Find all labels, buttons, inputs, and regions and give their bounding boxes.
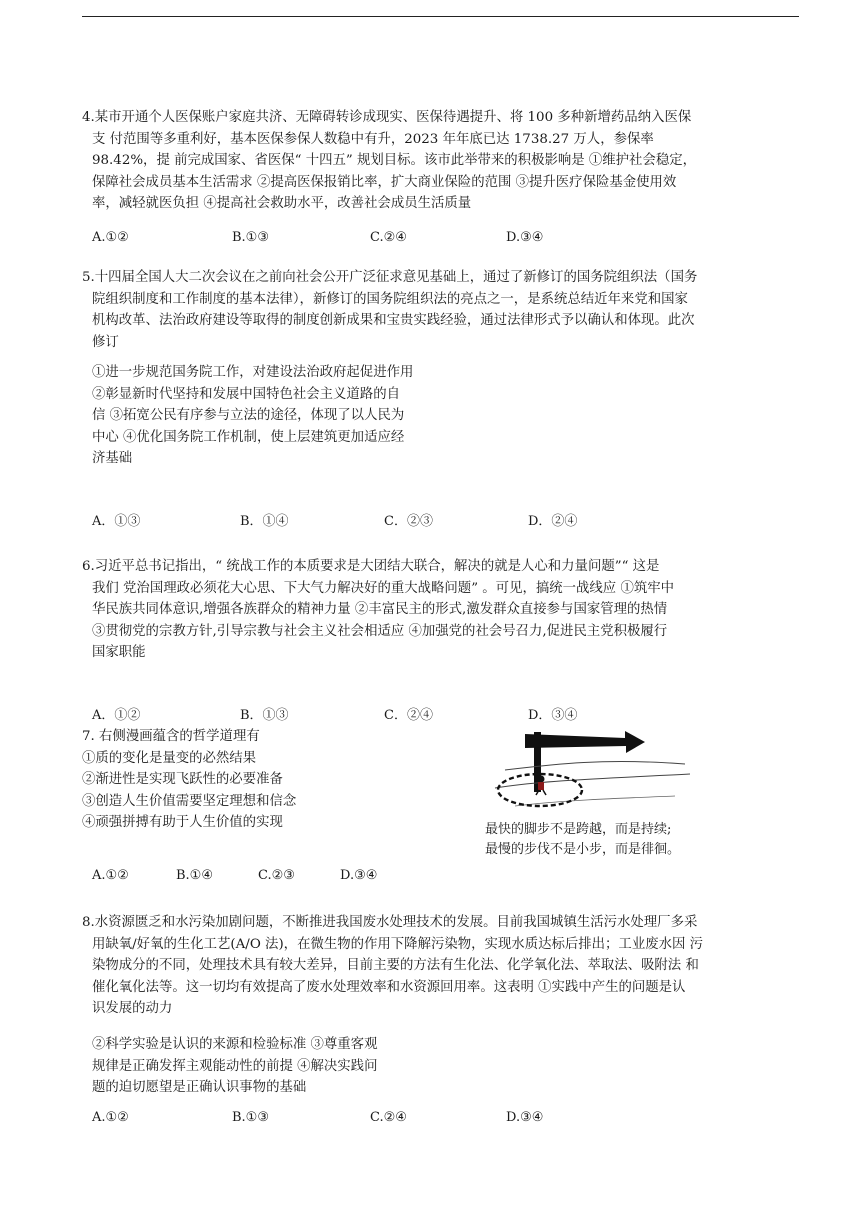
option-b[interactable]: B.①③ xyxy=(232,230,269,245)
question-5-item: ①进一步规范国务院工作，对建设法治政府起促进作用 xyxy=(92,365,414,380)
option-a[interactable]: A．①② xyxy=(92,708,141,723)
question-6-line: 6.习近平总书记指出，“ 统战工作的本质要求是大团结大联合，解决的就是人心和力量问题”“ 这是 xyxy=(82,559,660,574)
question-7-line: 7. 右侧漫画蕴含的哲学道理有 xyxy=(82,729,260,744)
question-7-line: ②渐进性是实现飞跃性的必要准备 xyxy=(82,772,283,787)
question-8-line: 用缺氧/好氧的生化工艺(A/O 法)，在微生物的作用下降解污染物，实现水质达标后排出；工业废水因 污 xyxy=(92,936,704,952)
header-rule xyxy=(82,16,799,17)
question-8-line: 8.水资源匮乏和水污染加剧问题，不断推进我国废水处理技术的发展。目前我国城镇生活污水处理厂多采 xyxy=(82,915,698,930)
question-4-line: 98.42%，提 前完成国家、省医保“ 十四五” 规划目标。该市此举带来的积极影响是 ①维护社会稳定， xyxy=(92,153,697,168)
question-7 xyxy=(82,726,462,834)
question-7-line: ①质的变化是量变的必然结果 xyxy=(82,750,257,766)
question-5-item: 信 ③拓宽公民有序参与立法的途径，体现了以人民为 xyxy=(92,408,405,423)
question-6-line: ③贯彻党的宗教方针,引导宗教与社会主义社会相适应 ④加强党的社会号召力,促进民主党积极履行 xyxy=(92,623,668,639)
question-6 xyxy=(82,556,798,664)
question-6-line: 我们 党治国理政必须花大心思、下大气力解决好的重大战略问题” 。可见，搞统一战线应 ①筑牢中 xyxy=(92,580,675,596)
question-5 xyxy=(82,267,798,353)
option-c[interactable]: C.②④ xyxy=(370,1110,407,1125)
cartoon-illustration xyxy=(485,728,695,818)
question-8 xyxy=(82,912,798,1020)
option-b[interactable]: B.①④ xyxy=(176,868,213,883)
question-4-line: 率，减轻就医负担 ④提高社会救助水平，改善社会成员生活质量 xyxy=(92,196,472,211)
question-5-item: ②彰显新时代坚持和发展中国特色社会主义道路的自 xyxy=(92,386,400,402)
question-6-line: 华民族共同体意识,增强各族群众的精神力量 ②丰富民主的形式,激发群众直接参与国家管理的热情 xyxy=(92,602,668,617)
option-b[interactable]: B.①③ xyxy=(232,1110,269,1125)
option-a[interactable]: A.①② xyxy=(92,230,129,245)
caption-line: 最快的脚步不是跨越，而是持续; xyxy=(485,822,672,837)
question-6-line: 国家职能 xyxy=(92,645,146,660)
question-5-item: 中心 ④优化国务院工作机制，使上层建筑更加适应经 xyxy=(92,429,405,445)
question-8-items xyxy=(82,1034,442,1099)
question-8-line: 规律是正确发挥主观能动性的前提 ④解决实践问 xyxy=(92,1058,378,1074)
option-d[interactable]: D．②④ xyxy=(528,514,578,529)
option-c[interactable]: C.②③ xyxy=(258,868,295,883)
question-7-line: ④顽强拼搏有助于人生价值的实现 xyxy=(82,815,283,830)
question-5-line: 院组织制度和工作制度的基本法律），新修订的国务院组织法的亮点之一，是系统总结近年来党和国家 xyxy=(92,291,688,307)
question-8-line: 识发展的动力 xyxy=(92,1001,173,1016)
option-d[interactable]: D.③④ xyxy=(340,868,378,883)
question-5-line: 5.十四届全国人大二次会议在之前向社会公开广泛征求意见基础上，通过了新修订的国务院组织法（国务 xyxy=(82,270,698,285)
option-b[interactable]: B．①④ xyxy=(240,514,289,529)
option-c[interactable]: C．②④ xyxy=(384,708,433,723)
question-7-line: ③创造人生价值需要坚定理想和信念 xyxy=(82,793,297,809)
option-a[interactable]: A．①③ xyxy=(92,514,141,529)
option-a[interactable]: A.①② xyxy=(92,868,129,883)
cartoon-caption xyxy=(485,820,680,860)
option-c[interactable]: C.②④ xyxy=(370,230,407,245)
question-4-line: 保障社会成员基本生活需求 ②提高医保报销比率，扩大商业保险的范围 ③提升医疗保险基金使用效 xyxy=(92,174,677,190)
question-4 xyxy=(82,107,798,215)
question-4-line: 支 付范围等多重利好，基本医保参保人数稳中有升，2023 年年底已达 1738.27 万人，参保率 xyxy=(92,131,654,147)
option-c[interactable]: C．②③ xyxy=(384,514,433,529)
question-4-line: 4.某市开通个人医保账户家庭共济、无障碍转诊成现实、医保待遇提升、将 100 多种新增药品纳入医保 xyxy=(82,110,692,125)
question-5-items xyxy=(82,362,482,470)
option-d[interactable]: D.③④ xyxy=(506,1110,544,1125)
option-a[interactable]: A.①② xyxy=(92,1110,129,1125)
arrow-sign-icon xyxy=(525,731,645,753)
question-5-line: 机构改革、法治政府建设等取得的制度创新成果和宝贵实践经验，通过法律形式予以确认和体现。此次 xyxy=(92,313,695,328)
question-8-line: ②科学实验是认识的来源和检验标准 ③尊重客观 xyxy=(92,1037,378,1052)
question-8-line: 题的迫切愿望是正确认识事物的基础 xyxy=(92,1080,307,1095)
caption-line: 最慢的步伐不是小步，而是徘徊。 xyxy=(485,842,681,857)
question-8-line: 染物成分的不同，处理技术具有较大差异，目前主要的方法有生化法、化学氧化法、萃取法、吸附法 和 xyxy=(92,958,699,973)
option-d[interactable]: D．③④ xyxy=(528,708,578,723)
option-d[interactable]: D.③④ xyxy=(506,230,544,245)
option-b[interactable]: B．①③ xyxy=(240,708,289,723)
question-8-line: 催化氧化法等。这一切均有效提高了废水处理效率和水资源回用率。这表明 ①实践中产生的问题是认 xyxy=(92,979,686,995)
question-5-item: 济基础 xyxy=(92,451,133,466)
question-5-line: 修订 xyxy=(92,334,119,350)
